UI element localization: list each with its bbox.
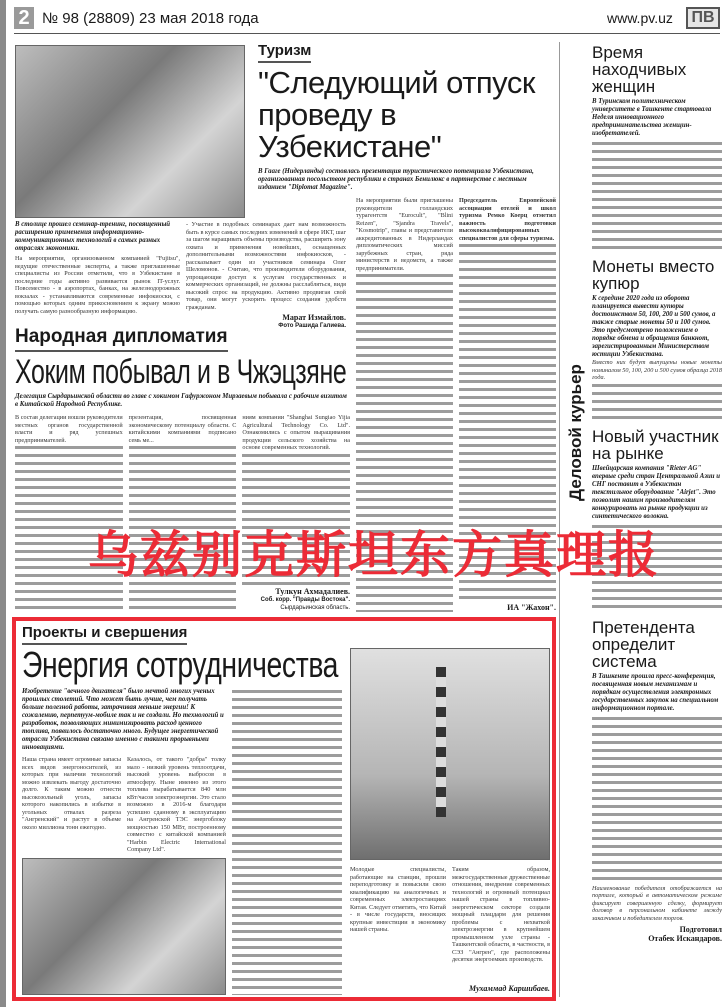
tourism-kicker: Туризм (258, 42, 311, 63)
sidebar-title-2: Монеты вместо купюр (592, 257, 715, 293)
tourism-body-1: На мероприятии были приглашены руководители голландских турагентств "Eurocult", "Blini Reizen", "Sjandra Travels", "Kosmotrip", главы и представители аккредитованных в Нидерландах дипломатических миссий зарубежных стран, ряда министерств и ведомств, а также предприниматели. (356, 197, 453, 272)
energy-author: Мухаммад Каршибаев. (468, 984, 550, 993)
newspaper-logo: ПВ (686, 7, 720, 29)
sidebar-lead-2: К середине 2020 года из оборота планируется вывести купюры достоинством 50, 100, 200 и 500 сумов, а также старые монеты 50 и 100 сумов. Это предусмотрено положением о порядке обмена и обращения банкнот, зарегистрированным Министерством юстиции Узбекистана. (592, 295, 716, 358)
energy-kicker: Проекты и свершения (22, 624, 187, 645)
hokim-kicker: Народная дипломатия (15, 326, 228, 352)
hokim-region: Сырдарьинская область. (280, 605, 351, 611)
sidebar-body-4: Наименование победителя отображается на портале, который в автоматическом режиме фиксирует совершенную сделку, формирует договор в персональном кабинете между заказчиком и победителем торгов. (592, 884, 722, 922)
page-number: 2 (14, 7, 34, 29)
sidebar-title-4: Претендента определит система (592, 617, 695, 671)
energy-lead: Изобретение "вечного двигателя" было мечтой многих ученых прошлых столетий. Что может быть лучше, чем получать больше полезной работы, затрачивая меньше энергии! К сожалению, перпетуум-мобиле так и не создали. Но технологий и разработок, позволяющих минимизировать расход ценного топлива, появилось достаточно много. Будущее энергетической отрасли Узбекистана связано именно с такими прорывными инновациями. (22, 688, 224, 751)
sidebar-lead-4: В Ташкенте прошла пресс-конференция, посвященная новым механизмам и порядкам осуществления электронных государственных закупок на специальном информационном портале. (592, 672, 719, 712)
page-edge (0, 0, 6, 1007)
energy-title: Энергия сотрудничества (22, 644, 339, 685)
energy-body-3: Молодые специалисты, работающие на станции, прошли переподготовку и повысили свою квалификацию на аналогичных и современных электростанциях Китая. Следует отметить, что Китай - в числе государств, вносящих крупные инвестиции в экономику нашей страны. (350, 866, 446, 933)
sidebar-lead-3: Швейцарская компания "Rieter AG" впервые среди стран Центральной Азии и СНГ поставит в Узбекистан текстильное оборудование "Airjet". Это позволит нашим производителям конкурировать на рынке продукции из синтетического волокна. (592, 464, 721, 520)
energy-col-3 (232, 688, 342, 995)
sidebar-title-1: Время находчивых женщин (592, 43, 687, 96)
chimney-photo (350, 648, 550, 860)
header-divider (14, 33, 720, 34)
hokim-lead: Делегация Сырдарьинской области во главе с хокимом Гафуржоном Мирзаевым побывала с рабочим визитом в Китайской Народной Республике. (15, 393, 347, 408)
sidebar-title-3: Новый участник на рынке (592, 426, 719, 463)
energy-body-2: Казалось, от такого "добра" толку мало - низкий уровень теплоотдачи, высокий уровень выбросов в атмосферу. Ныне именно из этого топлива вырабатывается 840 млн кВт/часов электроэнергии. Это стало возможно в 2016-м благодаря успешно сданному в эксплуатацию на Ангренской ТЭС энергоблоку мощностью 150 МВт, построенному совместно с китайской компанией "Harbin Electric International Company Ltd". (127, 756, 226, 853)
sidebar-body-2: Вместо них будут выпущены новые монеты номиналом 50, 100, 200 и 500 сумов образца 2018 года. (592, 359, 722, 381)
hokim-author: Тулкун Ахмадалиев. (275, 587, 351, 596)
tourism-title: "Следующий отпуск проведу в Узбекистане" (258, 65, 535, 164)
sidebar-author-prefix: Подготовил (679, 925, 722, 934)
energy-body-1: Наша страна имеет огромные запасы всех видов энергоносителей, из которых при наличии технологий можно извлекать выгоду достаточно долго. К таким можно отнести высокозольный уголь, запасы которого накопились в избытке в угольных отвалах разреза "Ангренский" и растут в объеме около миллиона тонн ежегодно. (22, 756, 121, 831)
hokim-body-1: В состав делегации вошли руководители местных органов государственной власти и ряд успешных предпринимателей. (15, 414, 123, 444)
it-author: Марат Измайлов. (282, 313, 346, 322)
it-body-1: На мероприятии, организованном компанией "Fujitsu", ведущие отечественные эксперты, а также приглашенные специалисты из России отметили, что в Узбекистане в последние годы активно развивается рынок IT-услуг. Повсеместно - в аэропортах, банках, на железнодорожных вокзалах - устанавливаются современные инфокиоски, с помощью которых одним прикосновением к экрану можно получать самую разнообразную информацию. (15, 255, 180, 315)
seminar-photo (15, 45, 245, 218)
energy-header (22, 624, 342, 683)
it-body-2: - Участие в подобных семинарах дает нам возможность быть в курсе самых последних изменений в сфере ИКТ, шаг за шагом наращивать объемы производства, расширять зону охвата и применения новейших, оснащенных дополнительными возможностями инфокиосков, - рассказывает один из участников семинара Олег Шеломонов. - Считаю, что производители оборудования, упрощающие доступ к услугам государственных и коммерческих организаций, не должны расслабляться, видя высокий спрос на продукцию. Активно продвигая свой товар, они могут ускорить процесс создания удобств гражданам. (186, 221, 346, 311)
hokim-body-3: ниям компании "Shanghai Sungiao Yijia Agricultural Technology Co. Ltd". Ознакомились с опытом выращивания продукции сельского хозяйства на основе современных технологий. (242, 414, 351, 451)
site-url[interactable]: www.pv.uz (607, 10, 673, 26)
it-lead: В столице прошел семинар-тренинг, посвященный расширению применения информационно-коммуникационных технологий в самых разных отраслях экономики. (15, 221, 171, 252)
tourism-lead: В Гааге (Нидерланды) состоялась презентация туристического потенциала Узбекистана, организованная посольством республики в странах Бенилюкс в партнерстве с местным изданием "Diplomat Magazine". (258, 168, 534, 191)
hokim-title: Хоким побывал и в Чжэцзяне (15, 353, 347, 391)
chimney-graphic (436, 667, 446, 817)
power-plant-photo (22, 858, 226, 996)
tourism-body-2: Председатель Европейской ассоциации отелей и школ туризма Ремко Коерц отметил важность подготовки высококвалифицированных специалистов для сферы туризма. (459, 197, 556, 242)
energy-body-4: Таким образом, межгосударственные дружественные отношения, внедрение современных технологий и огромный потенциал нашей страны в топливно-энергетическом секторе создали мощный плацдарм для решения проблемы с нехваткой электроэнергии в крупнейшем промышленном узле страны - Ташкентской области, в частности, в СЭЗ "Ангрен", где расположены десятки энергоемких производств. (452, 866, 550, 963)
sidebar-lead-1: В Туринском политехническом университете в Ташкенте стартовала Неделя инновационного предпринимательства женщин-изобретателей. (592, 98, 712, 137)
issue-info: № 98 (28809) 23 мая 2018 года (42, 10, 259, 27)
it-col-1 (15, 221, 180, 315)
energy-left (22, 688, 226, 995)
watermark: 乌兹别克斯坦东方真理报 (88, 526, 660, 584)
hokim-author-role: Соб. корр. "Правды Востока". (260, 597, 351, 603)
sidebar-author: Отабек Искандаров. (648, 934, 722, 943)
sidebar-section-label: Деловой курьер (566, 364, 585, 501)
hokim-body-2: презентация, посвященная экономическому потенциалу области. С китайскими компаниями подписано семь ме... (128, 414, 237, 444)
tourism-author: ИА "Жахон". (507, 603, 556, 612)
it-photo-credit: Фото Рашида Галиева. (278, 323, 346, 329)
